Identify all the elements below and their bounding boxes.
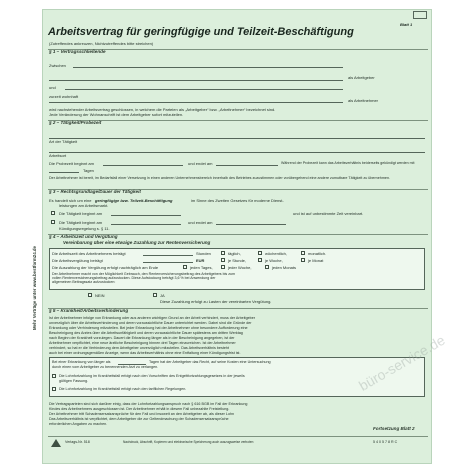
residing-label: zurzeit wohnhaft bbox=[49, 94, 79, 99]
title-hint: (Zutreffendes ankreuzen, Nichtzutreffendes bitte streichen) bbox=[49, 41, 154, 46]
section-2-para: Der Arbeitnehmer ist bereit, im Bedarfsfall einer Versetzung in einen anderen Unternehmensbereich innerhalb des Betriebes zuzustimmen oder vorübergehend eine andere zumutbare Tätigkeit zu übernehmen. bbox=[49, 176, 391, 180]
pay-field[interactable] bbox=[143, 262, 193, 263]
pension-text-3: allgemeinen Beitragssatz aufzustocken: bbox=[52, 280, 116, 284]
pension-note: Diese Zuzahlung erfolgt zu Lasten der vereinbarten Vergütung. bbox=[160, 299, 272, 304]
each-week-checkbox[interactable] bbox=[221, 265, 225, 269]
copyright-note: Nachdruck, Abschrift, Kopieren und elektronische Speicherung auch auszugsweise verboten bbox=[123, 440, 254, 444]
probation-start-field[interactable] bbox=[103, 165, 183, 166]
daily-checkbox[interactable] bbox=[221, 251, 225, 255]
probation-label: Die Probezeit beginnt am bbox=[49, 161, 94, 166]
fixed-term-label: Die Tätigkeit beginnt am bbox=[59, 220, 103, 225]
contract-form bbox=[42, 9, 432, 464]
section-5-line-6: Arbeitnehmer verpflichtet, eine neue ärztliche Bescheinigung binnen drei Tagen einzureichen. Ist der Arbeitnehmer bbox=[49, 341, 236, 345]
fixed-term-end-field[interactable] bbox=[216, 224, 286, 225]
fixed-term-end-label: und endet am bbox=[188, 220, 213, 225]
publisher-logo bbox=[51, 439, 61, 447]
payment-due-label: Die Auszahlung der Vergütung erfolgt nachträglich am Ende bbox=[52, 265, 159, 270]
pension-text-1: Der Arbeitnehmer macht von der Möglichkeit Gebrauch, den Rentenversicherungsbeitrag des Arbeitgebers bis zum bbox=[52, 272, 235, 276]
section-5-heading: § 5 – Krankheit/Arbeitsverhinderung bbox=[49, 308, 129, 313]
fixed-term-notice: Kündigungsregelung s. § 11. bbox=[59, 226, 110, 231]
tariff-pay-checkbox[interactable] bbox=[52, 387, 56, 391]
section-5-line-9: Die Vertragsparteien sind sich darüber einig, dass der Lohnfortzahlungsanspruch nach § 616 BGB im Fall der Erkrankung bbox=[49, 402, 248, 406]
open-ended-start-field[interactable] bbox=[111, 215, 181, 216]
section-5-line-5: nach Beginn der Krankheit vorzulegen. Dauert die Erkrankung länger als in der Bescheinigung angegeben, ist der bbox=[49, 336, 235, 340]
section-4-heading: § 4 – Arbeitszeit und Vergütung bbox=[49, 234, 118, 239]
per-week-label: je Woche, bbox=[265, 258, 283, 263]
open-ended-label: Die Tätigkeit beginnt am bbox=[59, 211, 103, 216]
statutory-pay-label: Die Lohnfortzahlung im Krankheitsfall erfolgt nach den Vorschriften des Entgeltfortzahlungsgesetzes in der jeweils bbox=[59, 374, 245, 378]
weekly-checkbox[interactable] bbox=[258, 251, 262, 255]
section-5-line-13: erforderlichen Angaben zu machen. bbox=[49, 422, 108, 426]
exam-text-a: Bei einer Erkrankung von länger als bbox=[52, 360, 111, 364]
each-month-label: jeden Monats bbox=[272, 265, 297, 270]
weekly-label: wöchentlich, bbox=[265, 251, 288, 256]
section-1-para-2: Jede Veränderung der Wohnanschrift ist dem Arbeitgeber sofort mitzuteilen. bbox=[49, 112, 184, 117]
per-month-checkbox[interactable] bbox=[301, 258, 305, 262]
section-5-line-11: Der Arbeitnehmer tritt Schadensersatzansprüche für den Fall und insoweit an den Arbeitgeber ab, als dieser Lohn bbox=[49, 412, 235, 416]
watermark: büro-service.de bbox=[356, 331, 448, 394]
notice-days-label: Tagen bbox=[83, 168, 94, 173]
hours-field[interactable] bbox=[143, 255, 193, 256]
pension-text-2: vollen Rentenversicherungsbeitrag aufzustocken. Diese Aufstockung beträgt 3,6 % bei Anwendung der bbox=[52, 276, 216, 280]
section-5-line-1: Ist der Arbeitnehmer infolge von Erkrankung oder aus anderen wichtigen Grund an der Arbeit verhindert, muss der Arbeitgeber bbox=[49, 316, 256, 320]
and-label: und bbox=[49, 85, 56, 90]
statutory-pay-checkbox[interactable] bbox=[52, 374, 56, 378]
exam-text-c: durch einen vom Arbeitgeber zu benennenden Arzt zu verlangen. bbox=[52, 365, 159, 369]
between-label: Zwischen bbox=[49, 63, 66, 68]
article-code: 5 4 0 5 7 8 R C bbox=[373, 440, 398, 444]
section-3-intro-b: geringfügige bzw. Teilzeit-Beschäftigung bbox=[95, 198, 173, 203]
open-ended-checkbox[interactable] bbox=[51, 211, 55, 215]
section-2-heading: § 2 – Tätigkeit/Probezeit bbox=[49, 120, 102, 125]
notice-days-field[interactable] bbox=[49, 172, 79, 173]
section-3-heading: § 3 – Rechtsgrundlage/Dauer der Tätigkeit bbox=[49, 189, 141, 194]
per-hour-checkbox[interactable] bbox=[221, 258, 225, 262]
monthly-label: monatlich. bbox=[308, 251, 327, 256]
per-month-label: je Monat bbox=[308, 258, 324, 263]
section-1-heading: § 1 – Vertragsschließende bbox=[49, 49, 106, 54]
pension-yes-label: JA bbox=[160, 293, 165, 298]
hours-unit: Stunden bbox=[196, 251, 211, 256]
page-title: Arbeitsvertrag für geringfügige und Teilzeit-Beschäftigung bbox=[48, 26, 354, 38]
section-5-line-10: Kindes des Arbeitnehmers ausgeschlossen ist. Der Arbeitnehmer erhält in diesem Fall unbezahlte Freistellung. bbox=[49, 407, 230, 411]
tariff-pay-label: Die Lohnfortzahlung im Krankheitsfall erfolgt nach den tariflichen Regelungen. bbox=[59, 387, 187, 391]
each-day-checkbox[interactable] bbox=[183, 265, 187, 269]
section-5-line-8: auch bei einer ordnungsgemäßen Anzeige, wenn das Arbeitsverhältnis ohne eine Entfaltung einer Kündigungsfrist ist. bbox=[49, 351, 241, 355]
section-3-intro-d: leistungen am Arbeitsmarkt. bbox=[59, 203, 109, 208]
hours-label: Die Arbeitszeit des Arbeitnehmers beträgt bbox=[52, 251, 126, 256]
section-5-line-7: verhindert, so hat er die Verhinderung dem Arbeitgeber unverzüglich mitzuteilen. Das Arbeitsverhältnis besteht bbox=[49, 346, 229, 350]
per-hour-label: je Stunde, bbox=[228, 258, 247, 263]
exam-text-b: Tagen hat der Arbeitgeber das Recht, auf seine Kosten eine Untersuchung bbox=[149, 360, 271, 364]
activity-field[interactable] bbox=[49, 138, 425, 139]
section-5-line-4: Bescheinigung des Arztes über die Arbeitsunfähigkeit und deren voraussichtliche Dauer spätestens am dritten Werktag bbox=[49, 331, 243, 335]
per-week-checkbox[interactable] bbox=[258, 258, 262, 262]
section-5-line-3: Erkrankung oder Verhinderung mitzuteilen. Bei jeder Erkrankung hat der Arbeitnehmer ohne besondere Aufforderung eine bbox=[49, 326, 248, 330]
section-3-intro-a: Es handelt sich um eine bbox=[49, 198, 92, 203]
fixed-term-checkbox[interactable] bbox=[51, 220, 55, 224]
statutory-pay-label-2: gültigen Fassung. bbox=[59, 379, 89, 383]
open-ended-suffix: und ist auf unbestimmte Zeit vereinbart. bbox=[293, 211, 364, 216]
section-1-para-1: wird nachstehender Arbeitsvertrag geschlossen, in welchem die Parteien als „Arbeitgeber“ bzw. „Arbeitnehmer“ bezeichnet sind. bbox=[49, 107, 276, 112]
section-rule-2 bbox=[48, 120, 428, 121]
address-field[interactable] bbox=[49, 102, 343, 103]
pay-currency: EUR bbox=[196, 258, 205, 263]
section-5-line-2: unverzüglich über die Arbeitsverhinderung und deren voraussichtliche Dauer unterrichtet werden. Dabei sind die Gründe der bbox=[49, 321, 252, 325]
monthly-checkbox[interactable] bbox=[301, 251, 305, 255]
workplace-field[interactable] bbox=[49, 152, 425, 153]
fixed-term-start-field[interactable] bbox=[111, 224, 181, 225]
probation-end-label: und endet am bbox=[188, 161, 213, 166]
pension-no-checkbox[interactable] bbox=[88, 293, 92, 297]
sheet-badge-box bbox=[413, 11, 427, 19]
employer-field-2[interactable] bbox=[49, 80, 343, 81]
footer-rule bbox=[48, 436, 428, 437]
each-week-label: jeder Woche, bbox=[228, 265, 252, 270]
side-promo-text: Mehr Verträge unter www.bestform24.de bbox=[32, 245, 37, 330]
form-number: Verlags-Nr. 518 bbox=[65, 440, 90, 444]
each-day-label: jeden Tages, bbox=[190, 265, 213, 270]
daily-label: täglich, bbox=[228, 251, 241, 256]
each-month-checkbox[interactable] bbox=[265, 265, 269, 269]
as-employer-label: als Arbeitgeber bbox=[348, 75, 375, 80]
pension-no-label: NEIN bbox=[95, 293, 105, 298]
probation-cancel-text: Während der Probezeit kann das Arbeitsverhältnis beiderseits gekündigt werden mit bbox=[281, 161, 415, 165]
activity-label: Art der Tätigkeit bbox=[49, 139, 78, 144]
pension-yes-checkbox[interactable] bbox=[153, 293, 157, 297]
employer-field[interactable] bbox=[73, 67, 343, 68]
section-5-line-12: Das Arbeitsverhältnis ist verpflichtet, dem Arbeitgeber die zur Geltendmachung der Schadensersatzansprüche bbox=[49, 417, 229, 421]
probation-end-field[interactable] bbox=[216, 165, 278, 166]
section-4-subheading: Vereinbarung über eine etwaige Zuzahlung zur Rentenversicherung bbox=[63, 240, 211, 245]
sheet-badge: Blatt 1 bbox=[400, 22, 413, 27]
continued-note: Fortsetzung Blatt 2 bbox=[373, 426, 415, 431]
workplace-label: Arbeitsort bbox=[49, 153, 67, 158]
pay-label: Die Arbeitsvergütung beträgt bbox=[52, 258, 103, 263]
as-employee-label: als Arbeitnehmer bbox=[348, 98, 379, 103]
section-3-intro-c: im Sinne des Zweiten Gesetzes für moderne Dienst- bbox=[191, 198, 284, 203]
employee-field[interactable] bbox=[65, 89, 343, 90]
